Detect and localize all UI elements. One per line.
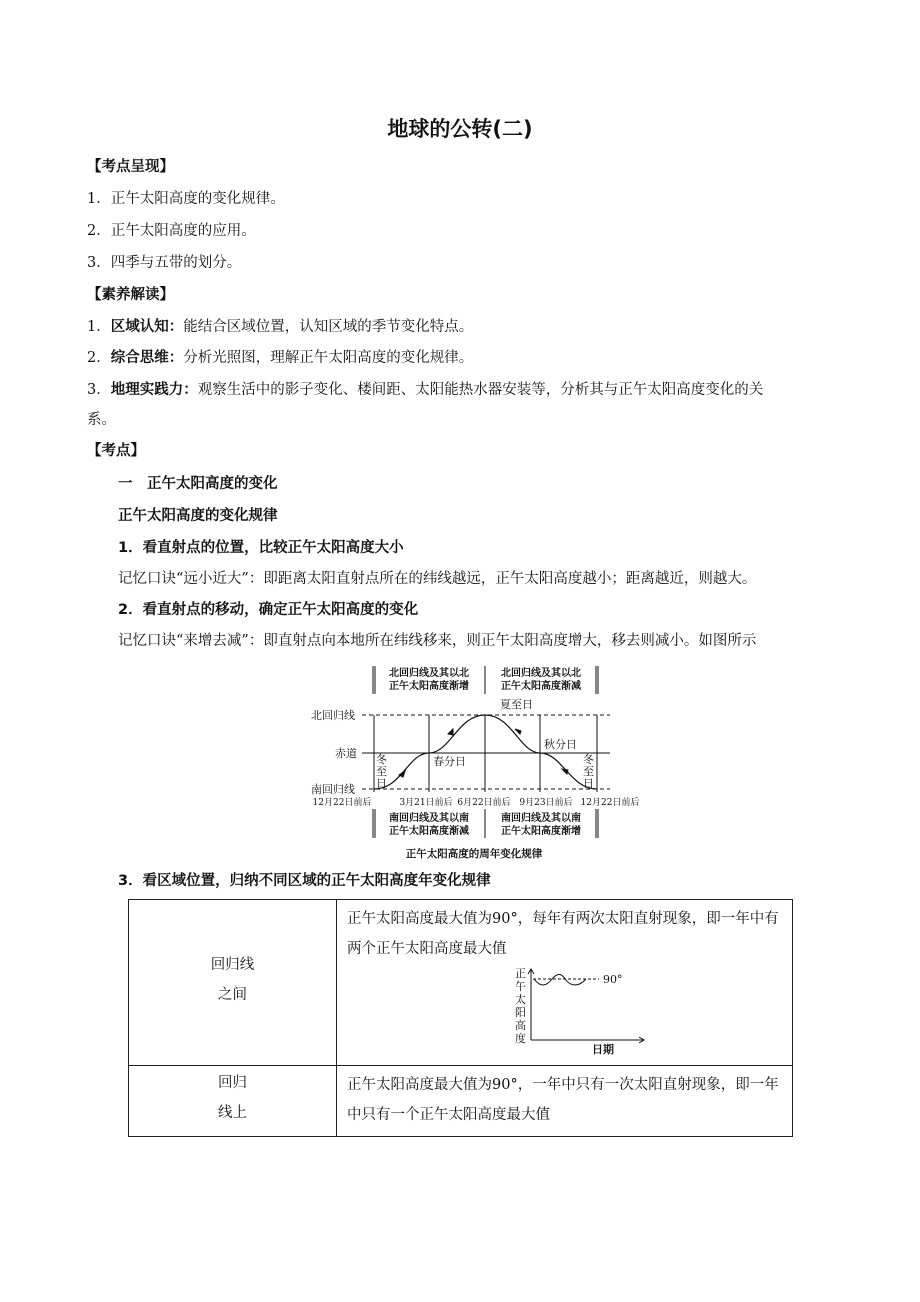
- section-heading-exam-points: 【考点呈现】: [87, 159, 174, 175]
- y-axis-char: 太: [515, 993, 526, 1006]
- term-label: 春分日: [433, 755, 466, 768]
- bottom-label: 正午太阳高度渐增: [501, 826, 581, 837]
- list-item: 2．正午太阳高度的应用。: [87, 223, 256, 239]
- region-label: 线上: [218, 1105, 247, 1121]
- value-label: 90°: [603, 973, 623, 986]
- table-row: [129, 900, 793, 1066]
- list-item-continuation: 系。: [87, 412, 116, 428]
- bottom-label: 正午太阳高度渐减: [389, 826, 469, 837]
- item-label: 综合思维：: [110, 350, 184, 366]
- lat-label: 北回归线: [311, 709, 355, 722]
- date-label: 12月22日前后: [312, 798, 372, 808]
- region-cell: [129, 1066, 337, 1137]
- item-number: 2．: [87, 350, 111, 366]
- region-label: 之间: [218, 987, 247, 1003]
- y-axis-char: 正: [515, 967, 526, 980]
- point-heading: 1．看直射点的位置，比较正午太阳高度大小: [118, 540, 404, 556]
- item-label: 区域认知：: [110, 319, 184, 335]
- region-label: 回归线: [210, 957, 255, 973]
- subheading: 一 正午太阳高度的变化: [118, 476, 278, 492]
- paragraph: 记忆口诀“来增去减”：即直射点向本地所在纬线移来，则正午太阳高度增大，移去则减小。如图所示: [118, 633, 757, 649]
- bottom-label: 南回归线及其以南: [501, 813, 581, 824]
- page-title: 地球的公转(二): [387, 117, 533, 141]
- top-label: 北回归线及其以北: [501, 668, 581, 679]
- term-label: 秋分日: [544, 738, 577, 751]
- desc-cell: [337, 900, 793, 1066]
- table-row: [129, 1066, 793, 1137]
- section-heading-literacy: 【素养解读】: [87, 287, 174, 303]
- item-label: 地理实践力：: [110, 382, 198, 398]
- region-cell: [129, 900, 337, 1066]
- list-item: [87, 317, 473, 337]
- lat-label: 赤道: [335, 747, 357, 760]
- y-axis-char: 度: [515, 1032, 526, 1045]
- item-text: 能结合区域位置，认知区域的季节变化特点。: [183, 319, 474, 335]
- region-table: [128, 899, 793, 1137]
- top-label: 正午太阳高度渐增: [389, 681, 469, 692]
- x-axis-label: 日期: [592, 1043, 614, 1056]
- desc-text: 正午太阳高度最大值为90°，一年中只有一次太阳直射现象，即一年中只有一个正午太阳高度最大值: [347, 1077, 779, 1123]
- list-item: 1．正午太阳高度的变化规律。: [87, 191, 285, 207]
- y-axis-char: 阳: [515, 1006, 526, 1019]
- y-axis-char: 高: [515, 1019, 526, 1032]
- paragraph: 记忆口诀“远小近大”：即距离太阳直射点所在的纬线越远，正午太阳高度越小；距离越近，则越大。: [118, 571, 757, 587]
- desc-cell: [337, 1066, 793, 1137]
- bottom-label: 南回归线及其以南: [389, 813, 469, 824]
- term-label: 冬: [583, 753, 594, 766]
- term-label: 日: [376, 777, 387, 790]
- list-item: [87, 380, 763, 400]
- item-text: 分析光照图，理解正午太阳高度的变化规律。: [183, 350, 474, 366]
- term-label: 日: [583, 777, 594, 790]
- point-heading: 2．看直射点的移动，确定正午太阳高度的变化: [118, 602, 419, 618]
- term-label: 至: [376, 765, 387, 778]
- date-label: 6月22日前后: [457, 798, 511, 808]
- figure-caption: 正午太阳高度的周年变化规律: [405, 848, 543, 860]
- term-label: 夏至日: [500, 698, 533, 711]
- top-label: 北回归线及其以北: [389, 668, 469, 679]
- item-number: 1．: [87, 319, 111, 335]
- region-label: 回归: [218, 1075, 247, 1091]
- subheading: 正午太阳高度的变化规律: [118, 508, 278, 524]
- item-text: 观察生活中的影子变化、楼间距、太阳能热水器安装等，分析其与正午太阳高度变化的关: [197, 382, 764, 398]
- date-label: 9月23日前后: [519, 798, 573, 808]
- date-label: 3月21日前后: [399, 798, 453, 808]
- lat-label: 南回归线: [311, 783, 355, 796]
- solar-altitude-diagram: [300, 662, 650, 862]
- desc-text: 正午太阳高度最大值为90°，每年有两次太阳直射现象，即一年中有两个正午太阳高度最大值: [347, 911, 779, 957]
- item-number: 3．: [87, 382, 111, 398]
- list-item: 3．四季与五带的划分。: [87, 255, 242, 271]
- term-label: 至: [583, 765, 594, 778]
- date-label: 12月22日前后: [580, 798, 640, 808]
- y-axis-char: 午: [515, 980, 526, 993]
- top-label: 正午太阳高度渐减: [501, 681, 581, 692]
- point-heading: 3．看区域位置，归纳不同区域的正午太阳高度年变化规律: [118, 873, 491, 889]
- term-label: 冬: [376, 753, 387, 766]
- mini-chart: [513, 966, 653, 1056]
- section-heading-key-points: 【考点】: [87, 443, 145, 459]
- list-item: [87, 348, 473, 368]
